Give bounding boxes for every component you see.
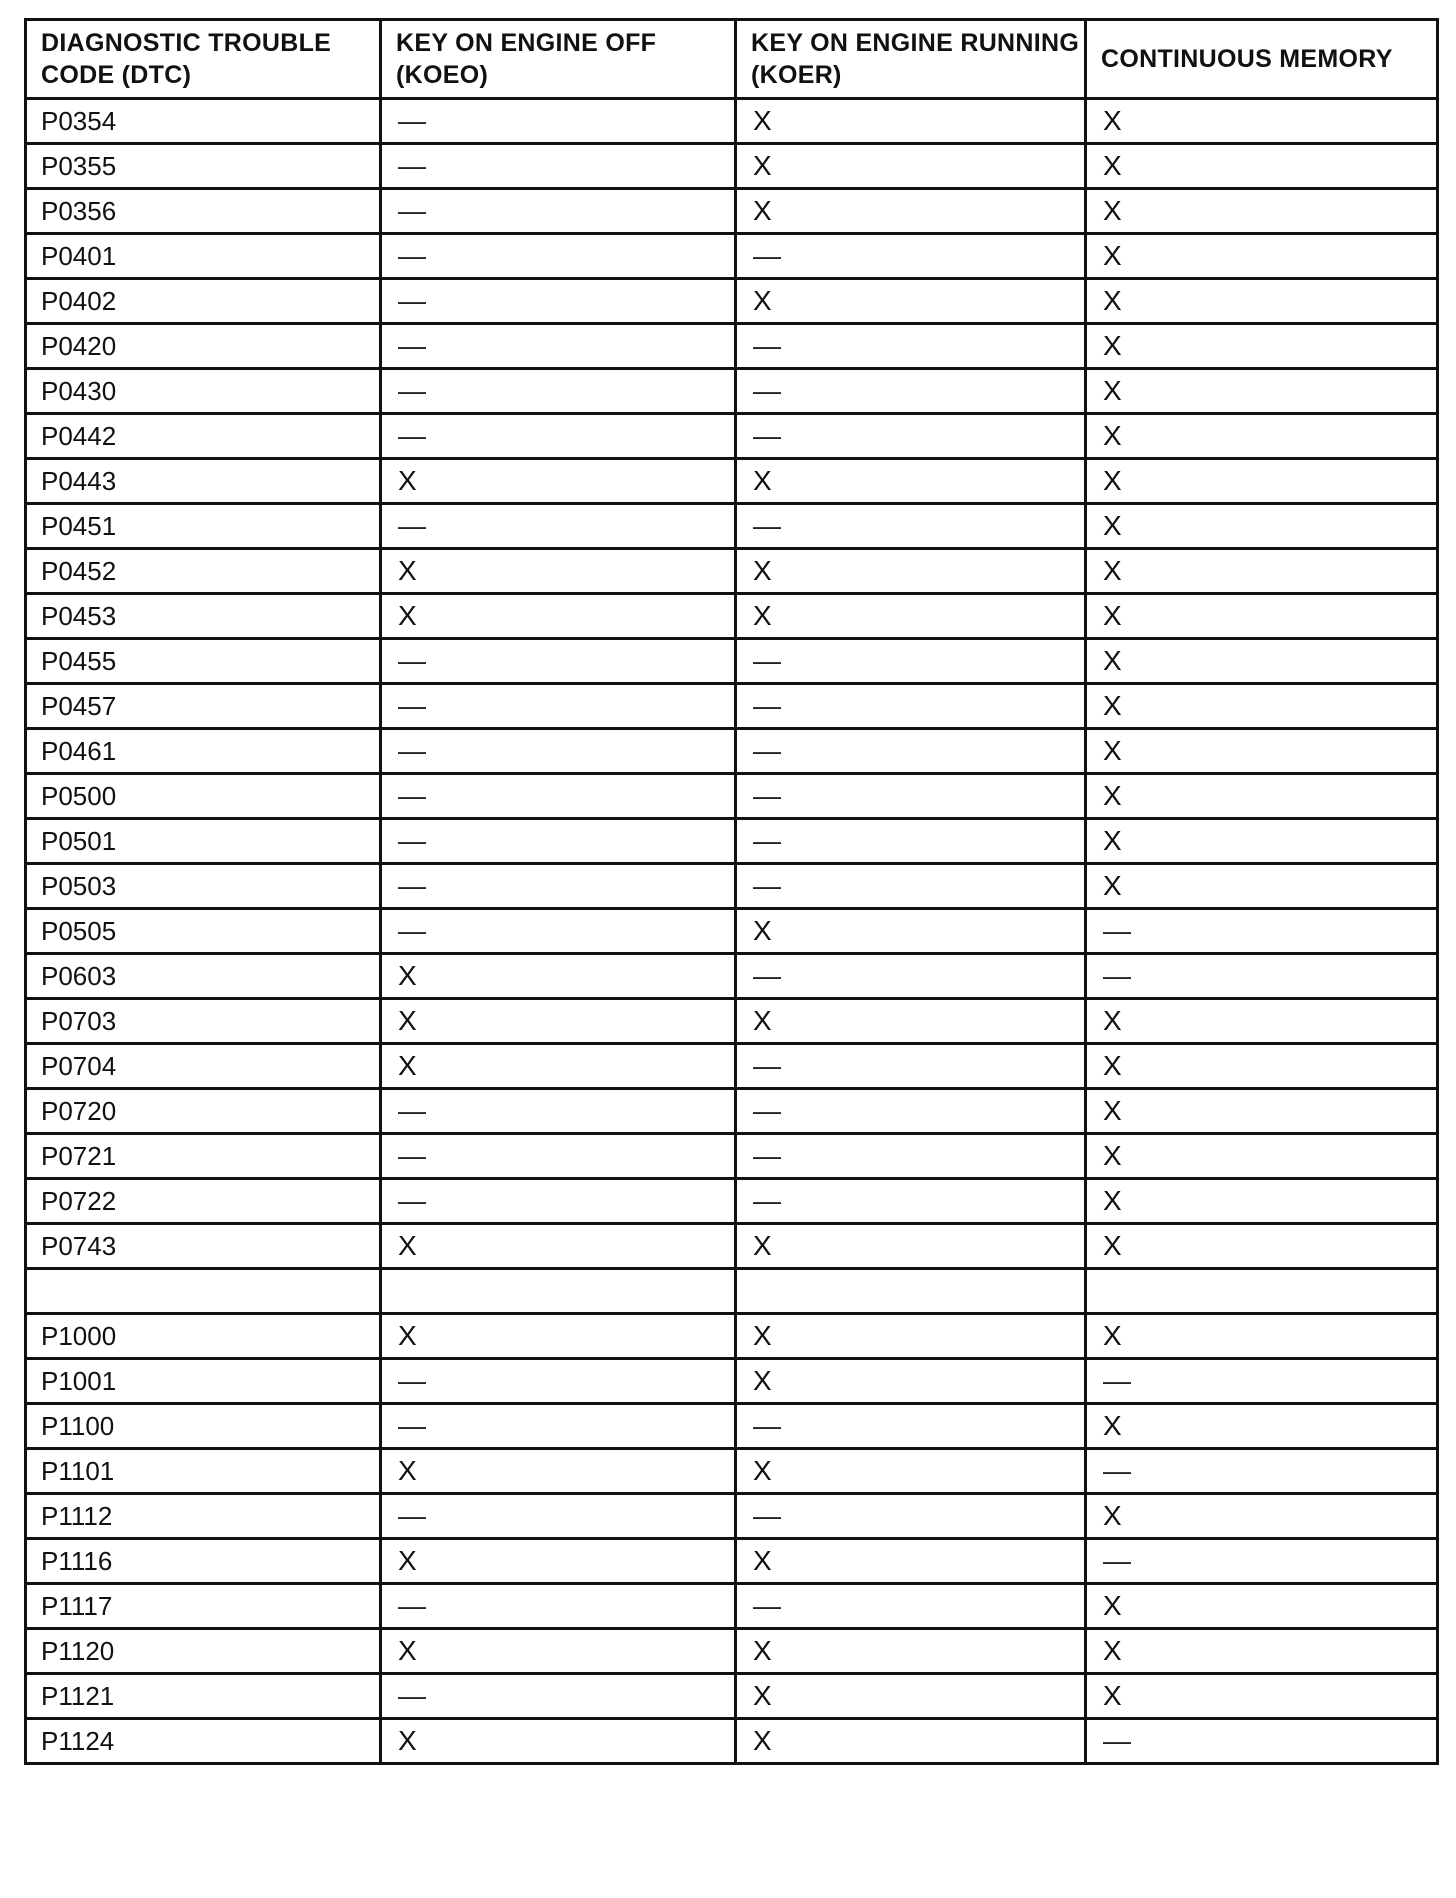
header-koeo: KEY ON ENGINE OFF (KOEO) — [381, 20, 736, 99]
cell-dtc-code: P0603 — [26, 954, 381, 999]
table-row — [26, 1629, 1438, 1674]
cell-koeo: — — [381, 1359, 736, 1404]
cell-koer: X — [736, 459, 1086, 504]
cell-dtc-code: P0704 — [26, 1044, 381, 1089]
cell-dtc-code — [26, 1269, 381, 1314]
cell-continuous-memory: X — [1086, 1179, 1438, 1224]
cell-dtc-code: P0402 — [26, 279, 381, 324]
table-body — [26, 99, 1438, 1764]
cell-koeo: — — [381, 819, 736, 864]
cell-continuous-memory: X — [1086, 774, 1438, 819]
table-row — [26, 999, 1438, 1044]
cell-koeo: — — [381, 1134, 736, 1179]
table-row — [26, 1314, 1438, 1359]
cell-koeo: — — [381, 414, 736, 459]
table-row — [26, 1179, 1438, 1224]
cell-continuous-memory: X — [1086, 639, 1438, 684]
cell-koer: — — [736, 1404, 1086, 1449]
cell-continuous-memory: — — [1086, 1539, 1438, 1584]
cell-dtc-code: P0461 — [26, 729, 381, 774]
cell-dtc-code: P1112 — [26, 1494, 381, 1539]
cell-koeo: — — [381, 684, 736, 729]
cell-continuous-memory — [1086, 1269, 1438, 1314]
table-row — [26, 504, 1438, 549]
cell-koeo: X — [381, 999, 736, 1044]
cell-dtc-code: P0356 — [26, 189, 381, 234]
cell-koer: — — [736, 414, 1086, 459]
cell-koer: X — [736, 1629, 1086, 1674]
cell-dtc-code: P0452 — [26, 549, 381, 594]
cell-continuous-memory: X — [1086, 414, 1438, 459]
table-row — [26, 1404, 1438, 1449]
cell-koeo: X — [381, 1449, 736, 1494]
cell-koeo: — — [381, 234, 736, 279]
table-row — [26, 774, 1438, 819]
cell-koeo: — — [381, 1089, 736, 1134]
cell-dtc-code: P0457 — [26, 684, 381, 729]
cell-koeo: — — [381, 729, 736, 774]
table-row — [26, 1719, 1438, 1764]
cell-koer: — — [736, 234, 1086, 279]
cell-dtc-code: P0503 — [26, 864, 381, 909]
cell-dtc-code: P1101 — [26, 1449, 381, 1494]
cell-koer — [736, 1269, 1086, 1314]
cell-dtc-code: P1121 — [26, 1674, 381, 1719]
cell-continuous-memory: X — [1086, 594, 1438, 639]
cell-continuous-memory: X — [1086, 234, 1438, 279]
table-row — [26, 954, 1438, 999]
table-row — [26, 1584, 1438, 1629]
cell-koeo: — — [381, 99, 736, 144]
cell-koer: — — [736, 774, 1086, 819]
cell-koeo: X — [381, 954, 736, 999]
table-row — [26, 1044, 1438, 1089]
cell-dtc-code: P0501 — [26, 819, 381, 864]
table-row — [26, 909, 1438, 954]
cell-koer: — — [736, 954, 1086, 999]
cell-koeo: — — [381, 774, 736, 819]
cell-dtc-code: P0443 — [26, 459, 381, 504]
cell-continuous-memory: X — [1086, 1134, 1438, 1179]
cell-continuous-memory: X — [1086, 729, 1438, 774]
cell-continuous-memory: X — [1086, 1314, 1438, 1359]
cell-koeo: X — [381, 459, 736, 504]
cell-continuous-memory: X — [1086, 144, 1438, 189]
cell-continuous-memory: X — [1086, 1584, 1438, 1629]
cell-koer: — — [736, 504, 1086, 549]
cell-koeo: — — [381, 864, 736, 909]
cell-koeo: — — [381, 369, 736, 414]
cell-koer: — — [736, 819, 1086, 864]
cell-continuous-memory: X — [1086, 1629, 1438, 1674]
cell-continuous-memory: X — [1086, 1224, 1438, 1269]
cell-dtc-code: P0720 — [26, 1089, 381, 1134]
cell-koer: X — [736, 144, 1086, 189]
table-row — [26, 819, 1438, 864]
table-row — [26, 1224, 1438, 1269]
cell-dtc-code: P0721 — [26, 1134, 381, 1179]
cell-dtc-code: P0500 — [26, 774, 381, 819]
cell-koer: X — [736, 594, 1086, 639]
cell-continuous-memory: X — [1086, 1404, 1438, 1449]
cell-koer: X — [736, 279, 1086, 324]
cell-koer: — — [736, 324, 1086, 369]
cell-koeo: X — [381, 1629, 736, 1674]
cell-continuous-memory: X — [1086, 1674, 1438, 1719]
cell-dtc-code: P1124 — [26, 1719, 381, 1764]
cell-koeo: — — [381, 144, 736, 189]
cell-koeo: — — [381, 189, 736, 234]
cell-koeo: — — [381, 1179, 736, 1224]
cell-koeo: X — [381, 1539, 736, 1584]
cell-continuous-memory: X — [1086, 99, 1438, 144]
header-dtc: DIAGNOSTIC TROUBLE CODE (DTC) — [26, 20, 381, 99]
cell-koer: X — [736, 1224, 1086, 1269]
cell-koer: X — [736, 1539, 1086, 1584]
cell-koeo: — — [381, 1674, 736, 1719]
cell-koeo: X — [381, 1044, 736, 1089]
table-row — [26, 594, 1438, 639]
table-row — [26, 864, 1438, 909]
cell-koeo: X — [381, 594, 736, 639]
cell-koer: — — [736, 1494, 1086, 1539]
cell-koeo: X — [381, 1314, 736, 1359]
cell-continuous-memory: X — [1086, 1494, 1438, 1539]
table-row — [26, 1674, 1438, 1719]
cell-dtc-code: P0743 — [26, 1224, 381, 1269]
table-row — [26, 729, 1438, 774]
cell-dtc-code: P1100 — [26, 1404, 381, 1449]
cell-continuous-memory: X — [1086, 189, 1438, 234]
cell-koeo: — — [381, 1494, 736, 1539]
cell-koer: — — [736, 1044, 1086, 1089]
cell-dtc-code: P0430 — [26, 369, 381, 414]
dtc-table — [24, 18, 1439, 1765]
cell-koer: X — [736, 999, 1086, 1044]
cell-dtc-code: P0354 — [26, 99, 381, 144]
table-row — [26, 1539, 1438, 1584]
table-row — [26, 99, 1438, 144]
table-row — [26, 639, 1438, 684]
cell-koer: X — [736, 1359, 1086, 1404]
cell-continuous-memory: X — [1086, 864, 1438, 909]
table-row — [26, 1134, 1438, 1179]
table-row — [26, 324, 1438, 369]
cell-continuous-memory: X — [1086, 279, 1438, 324]
cell-dtc-code: P0722 — [26, 1179, 381, 1224]
cell-koer: X — [736, 1314, 1086, 1359]
cell-continuous-memory: X — [1086, 549, 1438, 594]
cell-dtc-code: P1116 — [26, 1539, 381, 1584]
cell-dtc-code: P0420 — [26, 324, 381, 369]
cell-koer: X — [736, 909, 1086, 954]
cell-dtc-code: P0401 — [26, 234, 381, 279]
cell-continuous-memory: — — [1086, 909, 1438, 954]
cell-koeo: X — [381, 549, 736, 594]
cell-koer: — — [736, 369, 1086, 414]
cell-koer: — — [736, 1584, 1086, 1629]
cell-dtc-code: P1001 — [26, 1359, 381, 1404]
cell-koeo: — — [381, 909, 736, 954]
cell-koeo: — — [381, 1404, 736, 1449]
table-row — [26, 189, 1438, 234]
cell-koer: — — [736, 639, 1086, 684]
cell-continuous-memory: X — [1086, 1089, 1438, 1134]
table-row — [26, 1269, 1438, 1314]
cell-koer: X — [736, 1449, 1086, 1494]
header-koer: KEY ON ENGINE RUNNING (KOER) — [736, 20, 1086, 99]
cell-dtc-code: P0505 — [26, 909, 381, 954]
table-row — [26, 369, 1438, 414]
cell-koer: — — [736, 1089, 1086, 1134]
cell-continuous-memory: X — [1086, 999, 1438, 1044]
cell-koeo: — — [381, 1584, 736, 1629]
table-row — [26, 279, 1438, 324]
cell-dtc-code: P1117 — [26, 1584, 381, 1629]
cell-koer: X — [736, 189, 1086, 234]
cell-continuous-memory: X — [1086, 504, 1438, 549]
cell-koeo: — — [381, 639, 736, 684]
cell-continuous-memory: — — [1086, 1719, 1438, 1764]
cell-dtc-code: P0455 — [26, 639, 381, 684]
cell-koeo: X — [381, 1224, 736, 1269]
cell-koeo: — — [381, 504, 736, 549]
table-row — [26, 1449, 1438, 1494]
cell-dtc-code: P0451 — [26, 504, 381, 549]
cell-koeo: — — [381, 324, 736, 369]
cell-koeo: — — [381, 279, 736, 324]
table-row — [26, 234, 1438, 279]
cell-koer: — — [736, 729, 1086, 774]
cell-continuous-memory: X — [1086, 459, 1438, 504]
cell-koer: — — [736, 864, 1086, 909]
cell-koeo — [381, 1269, 736, 1314]
cell-continuous-memory: X — [1086, 369, 1438, 414]
cell-continuous-memory: X — [1086, 819, 1438, 864]
cell-dtc-code: P0703 — [26, 999, 381, 1044]
cell-dtc-code: P0355 — [26, 144, 381, 189]
cell-koer: — — [736, 1179, 1086, 1224]
table-row — [26, 1359, 1438, 1404]
table-row — [26, 549, 1438, 594]
cell-continuous-memory: X — [1086, 324, 1438, 369]
cell-continuous-memory: X — [1086, 1044, 1438, 1089]
header-continuous-memory: CONTINUOUS MEMORY — [1086, 20, 1438, 99]
table-row — [26, 459, 1438, 504]
cell-koer: — — [736, 1134, 1086, 1179]
cell-dtc-code: P0453 — [26, 594, 381, 639]
cell-koeo: X — [381, 1719, 736, 1764]
cell-koer: — — [736, 684, 1086, 729]
header-row — [26, 20, 1438, 99]
cell-koer: X — [736, 549, 1086, 594]
cell-continuous-memory: X — [1086, 684, 1438, 729]
table-row — [26, 414, 1438, 459]
table-row — [26, 144, 1438, 189]
cell-dtc-code: P1000 — [26, 1314, 381, 1359]
cell-continuous-memory: — — [1086, 1359, 1438, 1404]
table-row — [26, 1494, 1438, 1539]
cell-koer: X — [736, 1674, 1086, 1719]
table-row — [26, 1089, 1438, 1134]
cell-koer: X — [736, 99, 1086, 144]
cell-koer: X — [736, 1719, 1086, 1764]
cell-continuous-memory: — — [1086, 1449, 1438, 1494]
table-row — [26, 684, 1438, 729]
cell-dtc-code: P0442 — [26, 414, 381, 459]
cell-dtc-code: P1120 — [26, 1629, 381, 1674]
cell-continuous-memory: — — [1086, 954, 1438, 999]
